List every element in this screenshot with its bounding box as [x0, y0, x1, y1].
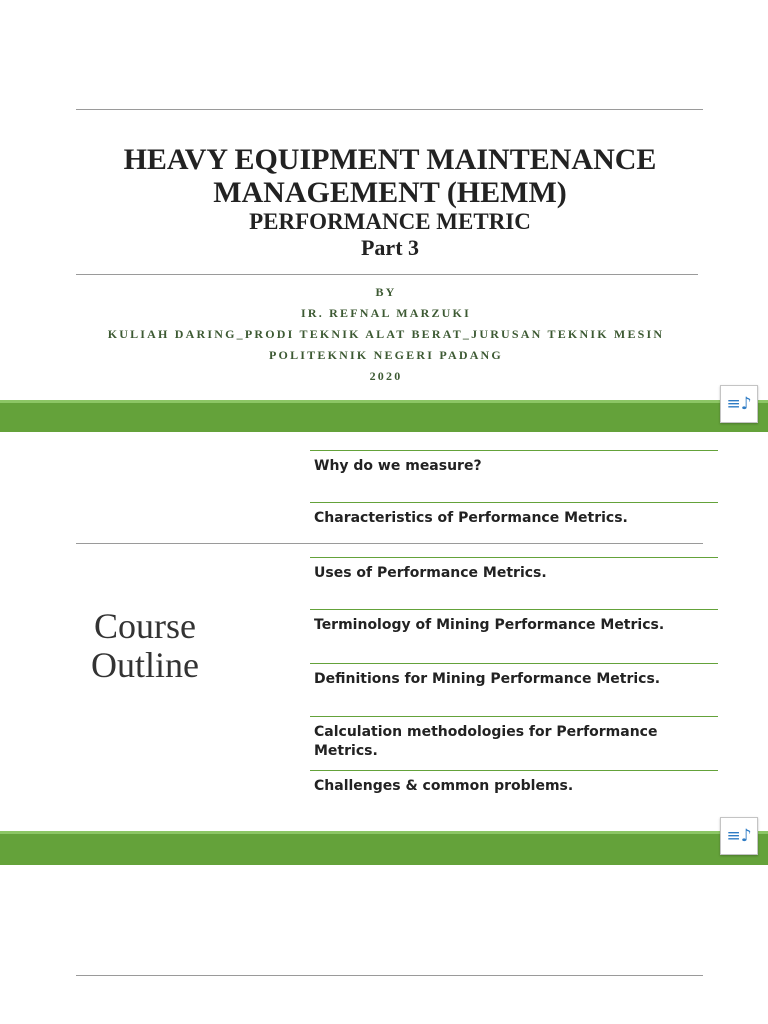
- slide-subtitle: PERFORMANCE METRIC: [249, 209, 531, 234]
- byline-year: 2020: [369, 369, 403, 383]
- outline-footer-bar-highlight: [0, 831, 768, 834]
- top-divider: [76, 109, 703, 110]
- byline-institution: POLITEKNIK NEGERI PADANG: [269, 348, 503, 362]
- outline-list: [310, 450, 718, 824]
- outline-item: Why do we measure?: [310, 450, 718, 502]
- bottom-divider: [76, 975, 703, 976]
- byline-course: KULIAH DARING_PRODI TEKNIK ALAT BERAT_JURUSAN TEKNIK MESIN: [107, 327, 665, 341]
- outline-heading-line-1: Course: [94, 606, 196, 646]
- slide-part-label: Part 3: [360, 235, 420, 260]
- outline-item: Terminology of Mining Performance Metrics.: [310, 609, 718, 663]
- byline-author: IR. REFNAL MARZUKI: [301, 306, 471, 320]
- title-divider: [76, 274, 698, 275]
- outline-item: Calculation methodologies for Performance Metrics.: [310, 716, 718, 770]
- outline-item: Uses of Performance Metrics.: [310, 557, 718, 609]
- outline-heading: [60, 607, 230, 685]
- audio-note-icon: ≡♪: [726, 826, 752, 846]
- outline-item: Challenges & common problems.: [310, 770, 718, 824]
- slide-title-line-1: HEAVY EQUIPMENT MAINTENANCE: [123, 143, 657, 176]
- byline-by: BY: [375, 285, 397, 299]
- author-byline: [76, 282, 696, 387]
- audio-note-icon: ≡♪: [726, 394, 752, 414]
- slide-title-block: [76, 143, 704, 261]
- audio-button[interactable]: [720, 385, 758, 423]
- outline-item: Characteristics of Performance Metrics.: [310, 502, 718, 557]
- slide-footer-bar: [0, 400, 768, 432]
- audio-button[interactable]: [720, 817, 758, 855]
- outline-heading-line-2: Outline: [91, 645, 199, 685]
- outline-item: Definitions for Mining Performance Metrics.: [310, 663, 718, 716]
- slide-title-line-2: MANAGEMENT (HEMM): [213, 176, 567, 209]
- outline-footer-bar: [0, 831, 768, 865]
- slide-footer-bar-highlight: [0, 400, 768, 403]
